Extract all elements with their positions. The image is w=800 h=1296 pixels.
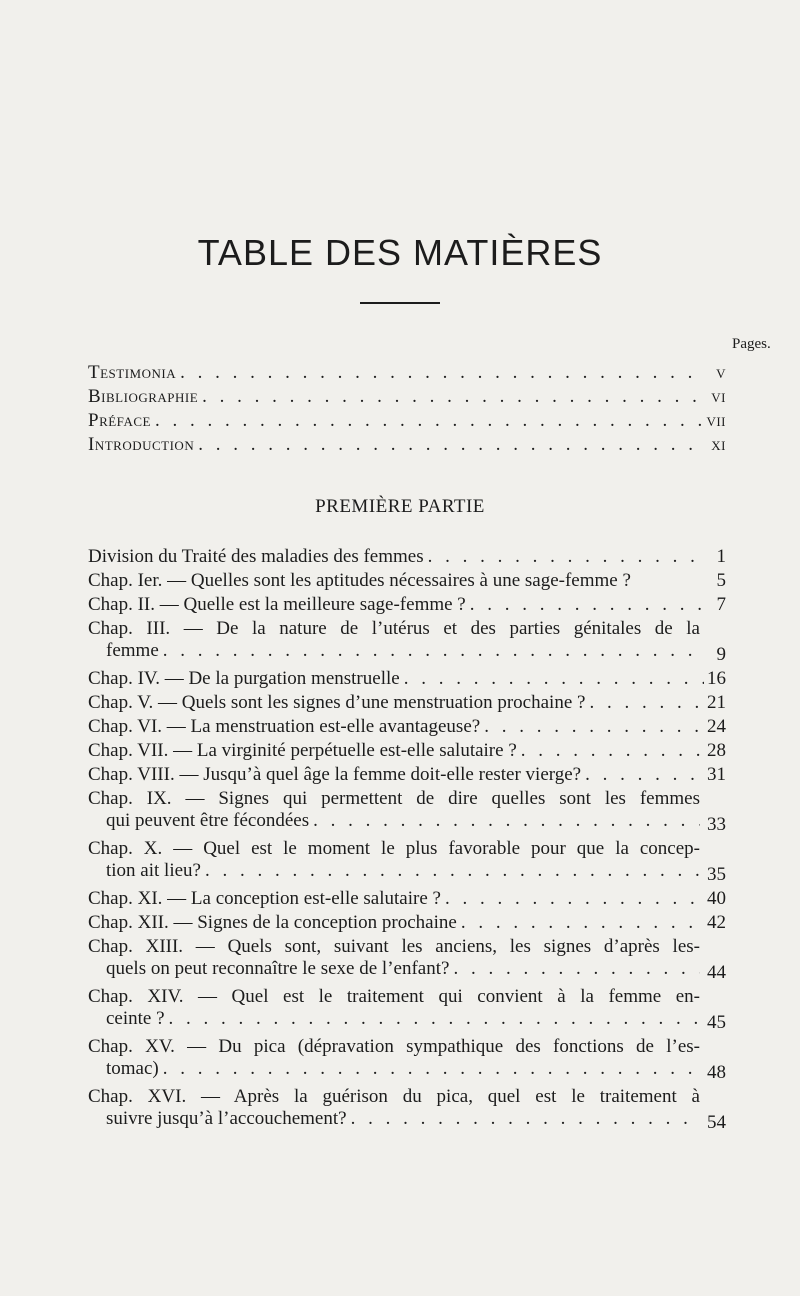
dot-leader — [585, 764, 704, 786]
toc-entry-preface — [88, 410, 712, 432]
toc-entry-label: Chap. V. — Quels sont les signes d’une menstruation prochaine ? — [88, 692, 586, 713]
toc-entry-label: Chap. II. — Quelle est la meilleure sage-femme ? — [88, 594, 466, 615]
toc-page-number: 40 — [707, 888, 726, 909]
dot-leader — [198, 434, 704, 456]
toc-page-number: 45 — [707, 1012, 726, 1033]
toc-page-number: 28 — [707, 740, 726, 761]
toc-page-number: 42 — [707, 912, 726, 933]
toc-entry-label: Chap. XI. — La conception est-elle salutaire ? — [88, 888, 441, 909]
toc-entry-line-2: femme — [106, 640, 159, 661]
toc-page-number: xi — [711, 434, 726, 455]
toc-entry — [88, 618, 700, 662]
toc-entry — [88, 936, 700, 980]
toc-page-number: 9 — [716, 644, 726, 665]
dot-leader — [163, 640, 700, 662]
dot-leader — [205, 860, 700, 882]
toc-entry-testimonia — [88, 362, 712, 384]
toc-entry — [88, 838, 700, 882]
toc-entry — [88, 788, 700, 832]
toc-entry-line-2: suivre jusqu’à l’accouchement? — [106, 1108, 347, 1129]
toc-page-number: v — [716, 362, 726, 383]
dot-leader — [180, 362, 704, 384]
toc-entry — [88, 1086, 700, 1130]
toc-entry-label: Division du Traité des maladies des femmes — [88, 546, 424, 567]
dot-leader — [163, 1058, 700, 1080]
toc-page-number: 16 — [707, 668, 726, 689]
toc-entry-label: Chap. VII. — La virginité perpétuelle est-elle salutaire ? — [88, 740, 517, 761]
dot-leader — [169, 1008, 700, 1030]
toc-page-number: 54 — [707, 1112, 726, 1133]
dot-leader — [445, 888, 704, 910]
toc-entry — [88, 1036, 700, 1080]
toc-entry — [88, 986, 700, 1030]
dot-leader — [521, 740, 704, 762]
title-divider — [360, 302, 440, 304]
toc-entry-line-1: Chap. XIII. — Quels sont, suivant les anciens, les signes d’après les- — [88, 936, 700, 957]
part-title: PREMIÈRE PARTIE — [315, 496, 485, 517]
dot-leader — [202, 386, 704, 408]
toc-entry-label: Chap. Ier. — Quelles sont les aptitudes nécessaires à une sage-femme ? — [88, 570, 631, 591]
toc-page-number: 44 — [707, 962, 726, 983]
toc-entry-line-1: Chap. XV. — Du pica (dépravation sympathique des fonctions de l’es- — [88, 1036, 700, 1057]
dot-leader — [589, 692, 704, 714]
toc-entry-label: Chap. XII. — Signes de la conception prochaine — [88, 912, 457, 933]
dot-leader — [351, 1108, 700, 1130]
dot-leader — [484, 716, 704, 738]
toc-page-number: 21 — [707, 692, 726, 713]
toc-entry-bibliographie — [88, 386, 712, 408]
toc-entry-line-1: Chap. XIV. — Quel est le traitement qui convient à la femme en- — [88, 986, 700, 1007]
toc-entry-line-2: tomac) — [106, 1058, 159, 1079]
toc-page-number: 48 — [707, 1062, 726, 1083]
toc-entry-label: Préface — [88, 410, 151, 431]
toc-entry — [88, 740, 712, 762]
toc-page-number: 35 — [707, 864, 726, 885]
dot-leader — [470, 594, 704, 616]
toc-entry — [88, 668, 712, 690]
toc-entry-label: Chap. VIII. — Jusqu’à quel âge la femme doit-elle rester vierge? — [88, 764, 582, 785]
dot-leader — [428, 546, 704, 568]
toc-page-number: vii — [706, 410, 726, 431]
dot-leader — [453, 958, 700, 980]
toc-entry-label: Chap. IV. — De la purgation menstruelle — [88, 668, 400, 689]
toc-entry-line-2: quels on peut reconnaître le sexe de l’enfant? — [106, 958, 450, 979]
toc-entry-label: Testimonia — [88, 362, 177, 383]
dot-leader — [461, 912, 704, 934]
toc-page-number: 1 — [716, 546, 726, 567]
toc-entry-line-1: Chap. X. — Quel est le moment le plus favorable pour que la concep- — [88, 838, 700, 859]
toc-entry — [88, 546, 712, 568]
pages-column-label: Pages. — [732, 336, 771, 352]
toc-entry-line-2: qui peuvent être fécondées — [106, 810, 310, 831]
toc-entry-label: Chap. VI. — La menstruation est-elle avantageuse? — [88, 716, 481, 737]
toc-entry-line-2: ceinte ? — [106, 1008, 165, 1029]
toc-entry-line-1: Chap. III. — De la nature de l’utérus et des parties génitales de la — [88, 618, 700, 639]
toc-page-number: 5 — [716, 570, 726, 591]
toc-entry — [88, 764, 712, 786]
page-title: TABLE DES MATIÈRES — [197, 232, 603, 273]
toc-entry — [88, 692, 712, 714]
toc-entry-introduction — [88, 434, 712, 456]
toc-page-number: vi — [711, 386, 726, 407]
toc-entry-line-1: Chap. XVI. — Après la guérison du pica, quel est le traitement à — [88, 1086, 700, 1107]
toc-entry — [88, 570, 712, 592]
toc-entry — [88, 912, 712, 934]
toc-entry — [88, 716, 712, 738]
toc-entry — [88, 594, 712, 616]
dot-leader — [404, 668, 704, 690]
toc-entry-line-1: Chap. IX. — Signes qui permettent de dire quelles sont les femmes — [88, 788, 700, 809]
dot-leader — [313, 810, 700, 832]
toc-entry-line-2: tion ait lieu? — [106, 860, 201, 881]
toc-page-number: 33 — [707, 814, 726, 835]
toc-entry — [88, 888, 712, 910]
toc-page-number: 24 — [707, 716, 726, 737]
toc-page-number: 7 — [716, 594, 726, 615]
toc-entry-label: Bibliographie — [88, 386, 199, 407]
toc-page-number: 31 — [707, 764, 726, 785]
dot-leader — [155, 410, 704, 432]
toc-entry-label: Introduction — [88, 434, 195, 455]
